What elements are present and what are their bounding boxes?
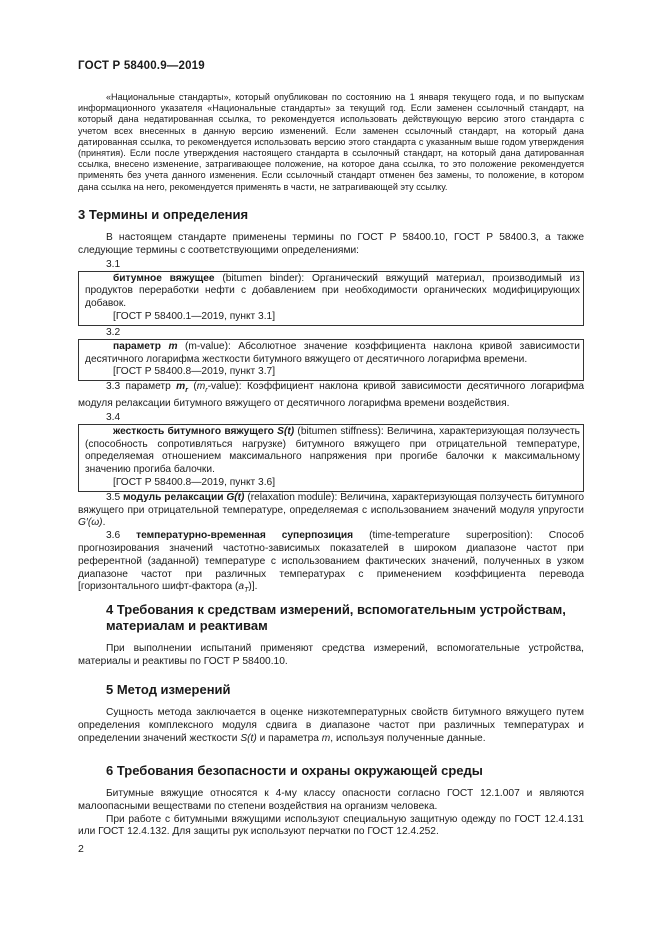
term-3-3-text: -value): Коэффициент наклона кривой зависимости десятичного логарифма модуля релаксации битумного вяжущего от десятичного логарифма времени воздействия. <box>78 381 584 409</box>
term-3-5-number: 3.5 <box>106 491 124 503</box>
term-3-2-box <box>78 339 584 381</box>
term-3-1-text: (bitumen binder): Органический вяжущий материал, производимый из продуктов переработки нефти с добавлением при необходимости органических модифицирующих добавок. <box>85 272 580 310</box>
term-3-3-mid: ( <box>187 381 197 393</box>
term-3-5-symbol: G(t) <box>226 491 245 503</box>
term-3-1-term: битумное вяжущее <box>113 272 215 284</box>
term-3-3-symbol2: m <box>196 381 206 393</box>
term-3-3-subscript2: r <box>205 387 208 395</box>
term-3-4-symbol: S(t) <box>277 425 295 437</box>
term-3-4-box <box>78 424 584 492</box>
section-4-title: 4 Требования к средствам измерений, вспомогательным устройствам, материалам и реактивам <box>106 602 566 633</box>
section-3-title: 3 Термины и определения <box>78 207 249 222</box>
term-3-1-ref: [ГОСТ Р 58400.1—2019, пункт 3.1] <box>113 310 276 322</box>
term-3-6-term: температурно-временная суперпозиция <box>136 530 354 542</box>
term-3-6 <box>78 530 584 598</box>
section-5-text-b: и параметра <box>256 732 322 744</box>
section-5-text <box>78 707 584 745</box>
intro-paragraph: «Национальные стандарты», который опубликован по состоянию на 1 января текущего года, и по выпускам информационного указателя «Национальные стандарты» за текущий год. Если заменен ссылочный стандарт, на который дана недатированная ссылка, то рекомендуется использовать действующую версию этого стандарта с учетом всех внесенных в данную версию изменений. Если заменен ссылочный стандарт, на который дана датированная ссылка, то рекомендуется использовать версию этого стандарта с указанным выше годом утверждения (принятия). Если после утверждения настоящего стандарта в ссылочный стандарт, на который дана датированная ссылка, внесено изменение, затрагивающее положение, на которое дана ссылка, то это положение рекомендуется применять без учета данного изменения. Если ссылочный стандарт отменен без замены, то положение, в котором дана ссылка на него, рекомендуется применять в части, не затрагивающей эту ссылку. <box>78 92 584 192</box>
term-3-6-symbol: a <box>238 581 245 593</box>
term-3-6-subscript: T <box>244 587 249 595</box>
term-3-4-ref: [ГОСТ Р 58400.8—2019, пункт 3.6] <box>113 476 276 488</box>
term-3-5-text: (relaxation module): Величина, характеризующая ползучесть битумного вяжущего при отрицательной температуре, определяемая с использованием значений модуля упругости <box>78 491 584 516</box>
section-5-symbol-s: S(t) <box>240 732 257 744</box>
section-4 <box>78 602 584 669</box>
section-5-text-c: , используя полученные данные. <box>330 732 486 744</box>
section-3 <box>78 207 584 598</box>
term-3-1-box <box>78 271 584 326</box>
term-3-3-subscript: r <box>185 387 188 395</box>
term-3-4-number: 3.4 <box>106 411 121 423</box>
section-5 <box>78 682 584 745</box>
section-5-symbol-m: m <box>321 732 331 744</box>
term-3-2-text: (m-value): Абсолютное значение коэффициента наклона кривой зависимости десятичного логарифма жесткости битумного вяжущего от десятичного логарифма времени. <box>85 340 580 365</box>
term-3-2-term: параметр <box>113 340 169 352</box>
term-3-6-text: (time-temperature superposition): Способ прогнозирования значений частотно-зависимых показателей в широком диапазоне частот при референтной (заданной) температуре с использованием фактических значений, полученных в узком диапазоне частот при различных температурах с применением коэффициента перевода [горизонтального шифт-фактора ( <box>78 530 584 593</box>
intro-paragraph-block <box>78 92 584 193</box>
page-number: 2 <box>78 843 84 855</box>
term-3-5-symbol2: G′(ω) <box>78 517 103 529</box>
term-3-4-term: жесткость битумного вяжущего <box>113 425 278 437</box>
section-6-paragraph-2: При работе с битумными вяжущими используют специальную защитную одежду по ГОСТ 12.4.131 или ГОСТ 12.4.132. Для защиты рук используют перчатки по ГОСТ 12.4.252. <box>78 813 584 838</box>
term-3-2-number: 3.2 <box>106 326 121 338</box>
term-3-6-number: 3.6 <box>106 530 137 542</box>
term-3-2-symbol: m <box>168 340 178 352</box>
section-6-paragraph-1: Битумные вяжущие относятся к 4-му классу опасности согласно ГОСТ 12.1.007 и являются малоопасными веществами по степени воздействия на организм человека. <box>78 788 584 812</box>
term-3-1-definition <box>85 273 580 311</box>
section-6 <box>78 763 584 839</box>
term-3-4-definition <box>85 426 580 477</box>
term-3-2-definition <box>85 341 580 367</box>
term-3-3-lead: 3.3 параметр <box>106 381 177 393</box>
section-5-title: 5 Метод измерений <box>106 682 231 697</box>
term-3-1-number: 3.1 <box>106 258 121 270</box>
term-3-3 <box>78 381 584 411</box>
section-6-title: 6 Требования безопасности и охраны окружающей среды <box>106 763 483 778</box>
document-header: ГОСТ Р 58400.9—2019 <box>78 60 205 72</box>
term-3-4-text: (bitumen stiffness): Величина, характеризующая ползучесть (способность сопротивляться нагрузке) битумного вяжущего при отрицательной температуре, определяемая отношением максимального напряжения при прогибе балочки к максимальному значению прогиба балочки. <box>85 425 580 476</box>
term-3-3-symbol: m <box>176 381 186 393</box>
term-3-5-term: модуль релаксации <box>123 491 227 503</box>
term-3-5-tail: . <box>102 517 106 529</box>
section-3-intro: В настоящем стандарте применены термины по ГОСТ Р 58400.10, ГОСТ Р 58400.3, а также следующие термины с соответствующими определениями: <box>78 232 584 256</box>
term-3-2-ref: [ГОСТ Р 58400.8—2019, пункт 3.7] <box>113 366 276 378</box>
section-4-text: При выполнении испытаний применяют средства измерений, вспомогательные устройства, материалы и реактивы по ГОСТ Р 58400.10. <box>78 643 584 667</box>
section-5-text-a: Сущность метода заключается в оценке низкотемпературных свойств битумного вяжущего путем определения комплексного модуля сдвига в диапазоне частот при различных температурах и определении значений жесткости <box>78 707 584 744</box>
term-3-5 <box>78 492 584 530</box>
term-3-6-tail: )]. <box>248 581 258 593</box>
